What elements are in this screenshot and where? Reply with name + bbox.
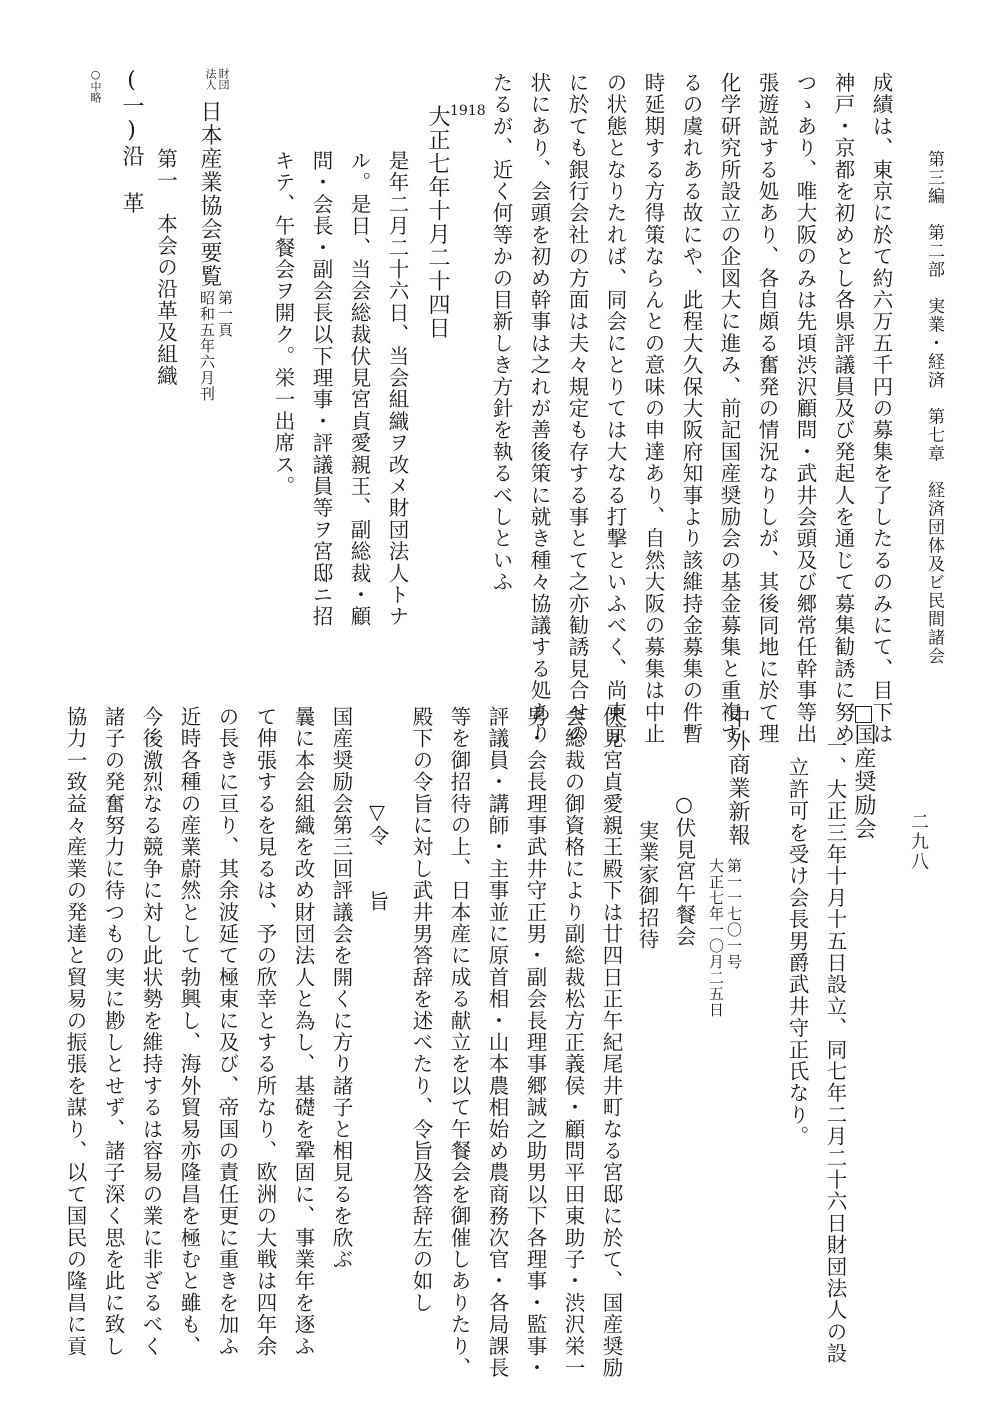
- edict-column: て伸張するを見るは、予の欣幸とする所なり、欧洲の大戦は四年余: [253, 706, 277, 1357]
- source-prefix: 法人: [204, 68, 217, 90]
- item-column: 立許可を受け会長男爵武井守正氏なり。: [785, 735, 809, 1148]
- news-headline: ○伏見宮午餐会: [672, 792, 696, 948]
- body-column: 状にあり、会頭を初め幹事は之れが善後策に就き種々協議する処あり: [527, 72, 551, 745]
- newspaper-ref: 第一一七〇一号: [725, 858, 743, 970]
- body-column: つゝあり、唯大阪のみは先頃渋沢顧問・武井会頭及び郷常任幹事等出: [793, 72, 817, 745]
- entry-column: キテ、午餐会ヲ開ク。栄一出席ス。: [271, 150, 295, 498]
- body-column: の状態となりたれば、同会にとりては大なる打撃といふべく、尚東京: [603, 72, 627, 745]
- newspaper-title: 中外商業新報: [725, 706, 750, 847]
- news-column: 殿下の令旨に対し武井男答辞を述べたり、令旨及答辞左の如し: [409, 706, 433, 1314]
- news-headline: 実業家御招待: [635, 820, 659, 951]
- news-column: 評議員・講師・主事並に原首相・山本農相始め農商務次官・各局課長: [485, 706, 509, 1379]
- edict-column: 近時各種の産業蔚然として勃興し、海外貿易亦隆昌を極むと雖も、: [177, 706, 201, 1357]
- date-heading: 大正七年十月二十四日: [425, 105, 450, 340]
- running-head: 第三編 第二部 実業・経済 第七章 経済団体及ビ民間諸会: [924, 150, 944, 666]
- edict-column: の長きに亘り、其余波延て極東に及び、帝国の責任更に重きを加ふ: [215, 706, 239, 1357]
- body-column: 時延期する方得策ならんとの意味の申達あり、自然大阪の募集は中止: [641, 72, 665, 745]
- item-column: 一、大正三年十月十五日設立、同七年二月二十六日財団法人の設: [823, 735, 847, 1365]
- edict-heading: ▽令 旨: [365, 800, 389, 912]
- news-column: 等を御招待の上、日本産に成る献立を以て午餐会を御催しありたり、: [447, 706, 471, 1379]
- page-number: 二九八: [908, 812, 929, 872]
- news-column: 男・会長理事武井守正男・副会長理事郷誠之助男以下各理事・監事・: [523, 706, 547, 1379]
- entry-column: ル。是日、当会総裁伏見宮貞愛親王、副総裁・顧: [347, 150, 371, 628]
- source-subtitle: 第一 本会の沿革及組織: [153, 148, 178, 387]
- body-column: るの虞れある故にや、此程大久保大阪府知事より該維持金募集の件暫: [679, 72, 703, 745]
- edict-column: 諸子の発奮努力に待つもの実に尠しとせず、諸子深く思を此に致し: [101, 706, 125, 1358]
- source-ref: 昭和五年六月刊: [198, 290, 216, 402]
- body-column: 化学研究所設立の企図大に進み、前記国産奨励会の基金募集と重複す: [717, 72, 741, 745]
- box-heading: [848, 706, 879, 841]
- body-column: 神戸・京都を初めとし各県評議員及び発起人を通じて募集勧誘に努め: [831, 72, 855, 745]
- source-title: 日本産業協会要覧: [197, 100, 222, 288]
- source-prefix: 財団: [217, 68, 230, 90]
- news-column: 会総裁の御資格により副総裁松方正義侯・顧問平田東助子・渋沢栄一: [561, 706, 585, 1379]
- edict-column: 協力一致益々産業の発達と貿易の振張を謀り、以て国民の隆昌に貢: [63, 706, 87, 1357]
- entry-column: 問・会長・副会長以下理事・評議員等ヲ宮邸ニ招: [309, 150, 333, 628]
- year-arabic: 1918: [450, 103, 486, 119]
- newspaper-ref: 大正七年一〇月二五日: [707, 858, 725, 1018]
- news-column: 伏見宮貞愛親王殿下は廿四日正午紀尾井町なる宮邸に於て、国産奨励: [599, 706, 623, 1379]
- edict-column: 曩に本会組織を改め財団法人と為し、基礎を鞏固に、事業年を逐ふ: [291, 706, 315, 1357]
- box-marker-icon: [855, 706, 872, 723]
- omitted-note: ○中略: [89, 68, 102, 103]
- body-column: 張遊説する処あり、各自頗る奮発の情況なりしが、其後同地に於て理: [755, 72, 779, 745]
- source-ref: 第一頁: [216, 290, 234, 338]
- edict-column: 国産奨励会第三回評議会を開くに方り諸子と相見るを欣ぶ: [329, 706, 353, 1271]
- edict-column: 今後激烈なる競争に対し此状勢を維持するは容易の業に非ざるべく: [139, 706, 163, 1357]
- box-heading-label: 国産奨励会: [851, 723, 876, 841]
- entry-column: 是年二月二十六日、当会組織ヲ改メ財団法人トナ: [385, 150, 409, 628]
- body-column: たるが、近く何等かの目新しき方針を執るべしといふ: [489, 72, 513, 593]
- body-column: に於ても銀行会社の方面は夫々規定も存する事とて之亦勧誘見合せの: [565, 72, 589, 745]
- section-marker: (一)沿 革: [119, 68, 144, 215]
- body-column: 成績は、東京に於て約六万五千円の募集を了したるのみにて、目下は: [869, 72, 893, 745]
